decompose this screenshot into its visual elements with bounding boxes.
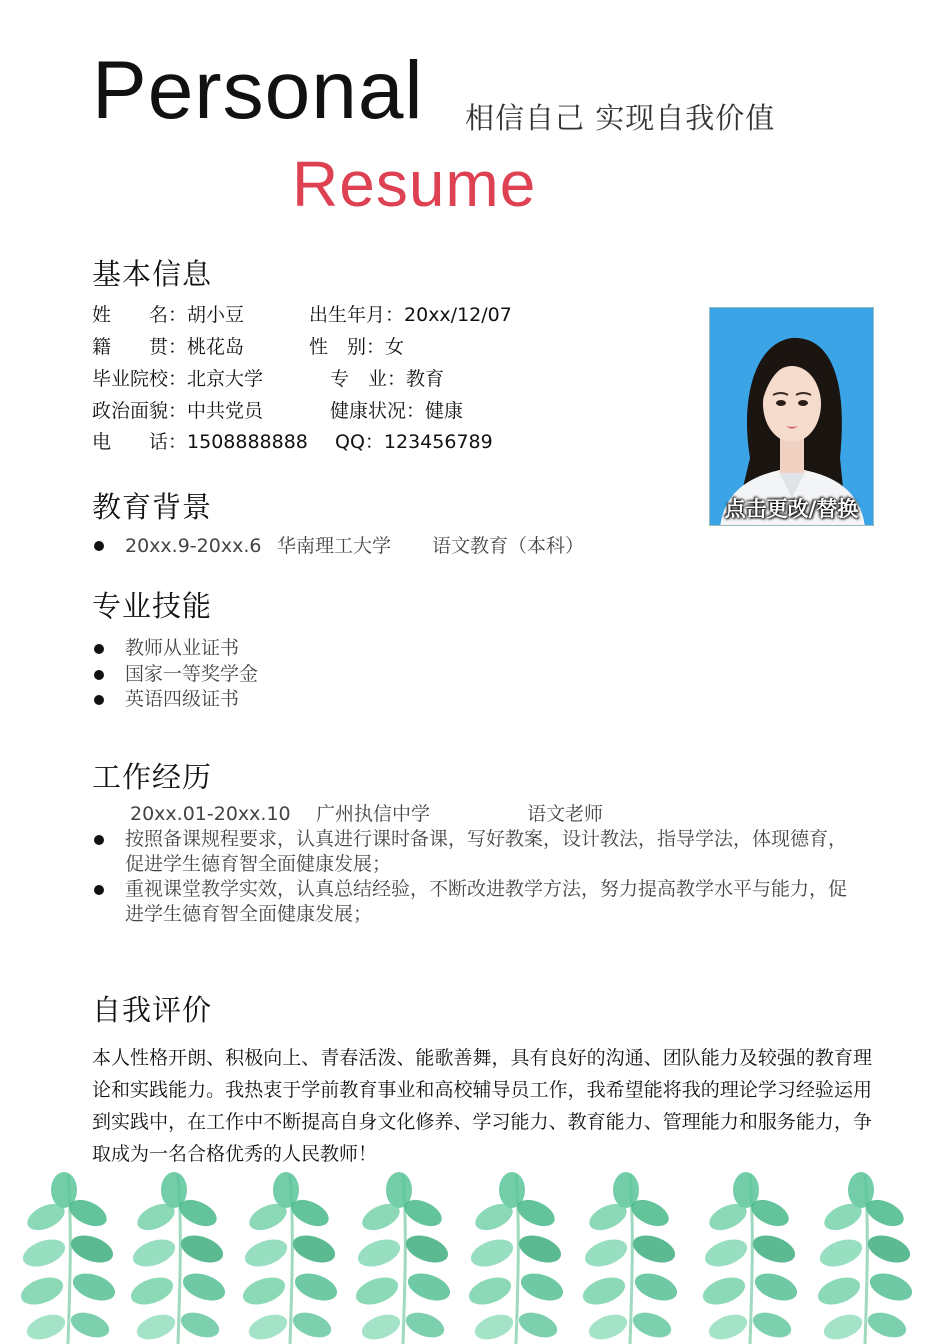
info-value: 中共党员: [187, 400, 264, 422]
info-school-row: [92, 366, 263, 392]
education-list: [92, 533, 584, 559]
education-major: 语文教育（本科）: [432, 535, 585, 557]
self-eval-heading: 自我评价: [92, 993, 213, 1027]
work-company: 广州执信中学: [316, 803, 431, 825]
info-gender-row: [309, 334, 404, 360]
info-label: 专 业：: [330, 368, 407, 390]
work-position: 语文老师: [527, 803, 604, 825]
profile-photo[interactable]: [709, 307, 874, 526]
skill-item: 教师从业证书: [92, 636, 258, 662]
work-period: 20xx.01-20xx.10: [130, 803, 291, 825]
basic-info-heading: 基本信息: [92, 257, 213, 291]
info-major-row: [330, 366, 444, 392]
info-origin-row: [92, 334, 244, 360]
info-value: 123456789: [383, 431, 493, 453]
info-value: 教育: [406, 368, 445, 390]
education-period: 20xx.9-20xx.6: [125, 535, 262, 557]
info-value: 20xx/12/07: [404, 304, 512, 326]
info-label: 出生年月：: [309, 304, 405, 326]
info-political-row: [92, 398, 263, 424]
work-duty-item: 重视课堂教学实效，认真总结经验，不断改进教学方法，努力提高教学水平与能力，促进学生德育智全面健康发展；: [92, 877, 852, 927]
info-label: 电 话：: [92, 431, 188, 453]
education-school: 华南理工大学: [277, 535, 392, 557]
info-label: 性 别：: [309, 336, 386, 358]
work-duty-item: 按照备课规程要求，认真进行课时备课，写好教案，设计教法，指导学法，体现德育，促进学生德育智全面健康发展；: [92, 827, 852, 877]
info-value: 胡小豆: [187, 304, 245, 326]
info-birth-row: [309, 302, 512, 328]
title-resume: Resume: [292, 148, 537, 220]
work-duties-list: [92, 827, 852, 927]
self-eval-text: 本人性格开朗、积极向上、青春活泼、能歌善舞，具有良好的沟通、团队能力及较强的教育理论和实践能力。我热衷于学前教育事业和高校辅导员工作，我希望能将我的理论学习经验运用到实践中，在工作中不断提高自身文化修养、学习能力、教育能力、管理能力和服务能力，争取成为一名合格优秀的人民教师！: [92, 1047, 872, 1165]
skill-item: 国家一等奖学金: [92, 662, 258, 688]
education-item: [92, 533, 584, 559]
photo-replace-caption[interactable]: 点击更改/替换: [724, 497, 859, 521]
info-label: 籍 贯：: [92, 336, 188, 358]
leaf-decoration: [0, 1165, 950, 1344]
info-label: 毕业院校：: [92, 368, 188, 390]
info-qq-row: [335, 429, 493, 455]
info-value: 北京大学: [187, 368, 264, 390]
info-phone-row: [92, 429, 308, 455]
skills-heading: 专业技能: [92, 589, 213, 623]
info-value: 健康: [425, 400, 464, 422]
skills-list: [92, 636, 258, 713]
info-value: 1508888888: [187, 431, 308, 453]
skill-item: 英语四级证书: [92, 687, 258, 713]
work-entry-header: [130, 801, 603, 827]
slogan: 相信自己 实现自我价值: [465, 101, 776, 135]
info-value: 女: [385, 336, 405, 358]
info-label: 健康状况：: [330, 400, 426, 422]
info-label: 政治面貌：: [92, 400, 188, 422]
info-label: 姓 名：: [92, 304, 188, 326]
work-heading: 工作经历: [92, 760, 213, 794]
education-heading: 教育背景: [92, 490, 213, 524]
title-personal: Personal: [92, 45, 424, 136]
info-health-row: [330, 398, 463, 424]
info-name-row: [92, 302, 244, 328]
info-value: 桃花岛: [187, 336, 245, 358]
info-label: QQ：: [335, 431, 384, 453]
